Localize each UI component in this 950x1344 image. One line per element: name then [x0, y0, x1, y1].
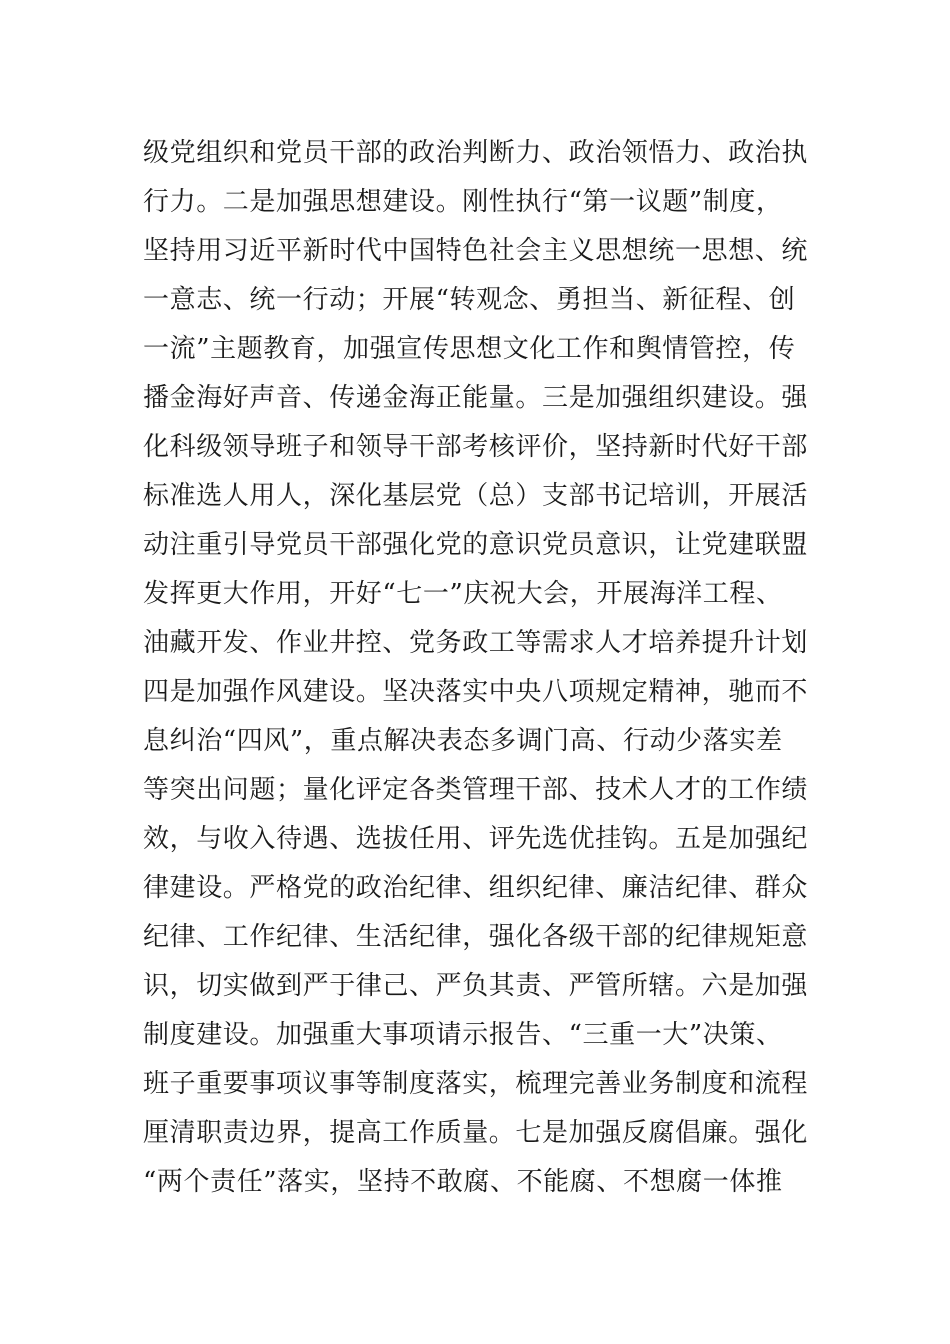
text-line: 纪律、工作纪律、生活纪律，强化各级干部的纪律规矩意	[143, 922, 809, 952]
text-line: 厘清职责边界，提高工作质量。七是加强反腐倡廉。强化	[143, 1118, 809, 1148]
text-line: 发挥更大作用，开好“七一”庆祝大会，开展海洋工程、	[143, 579, 783, 609]
body-text	[143, 129, 813, 1207]
text-line: 四是加强作风建设。坚决落实中央八项规定精神，驰而不	[143, 677, 809, 707]
text-line: 效，与收入待遇、选拔任用、评先选优挂钩。五是加强纪	[143, 824, 809, 854]
text-line: 标准选人用人，深化基层党（总）支部书记培训，开展活	[143, 481, 809, 511]
text-line: 等突出问题；量化评定各类管理干部、技术人才的工作绩	[143, 775, 809, 805]
text-line: 一意志、统一行动；开展“转观念、勇担当、新征程、创	[143, 285, 796, 315]
text-line: 律建设。严格党的政治纪律、组织纪律、廉洁纪律、群众	[143, 873, 809, 903]
text-line: 动注重引导党员干部强化党的意识党员意识，让党建联盟	[143, 530, 809, 560]
text-line: 制度建设。加强重大事项请示报告、“三重一大”决策、	[143, 1020, 783, 1050]
text-line: 油藏开发、作业井控、党务政工等需求人才培养提升计划	[143, 628, 809, 658]
text-line: 化科级领导班子和领导干部考核评价，坚持新时代好干部	[143, 432, 809, 462]
text-line: 行力。二是加强思想建设。刚性执行“第一议题”制度，	[143, 187, 783, 217]
text-line: 级党组织和党员干部的政治判断力、政治领悟力、政治执	[143, 138, 809, 168]
text-line: 坚持用习近平新时代中国特色社会主义思想统一思想、统	[143, 236, 809, 266]
text-line: “两个责任”落实，坚持不敢腐、不能腐、不想腐一体推	[143, 1167, 783, 1197]
text-line: 一流”主题教育，加强宣传思想文化工作和舆情管控，传	[143, 334, 796, 364]
text-line: 班子重要事项议事等制度落实，梳理完善业务制度和流程	[143, 1069, 809, 1099]
text-line: 识，切实做到严于律己、严负其责、严管所辖。六是加强	[143, 971, 809, 1001]
text-line: 播金海好声音、传递金海正能量。三是加强组织建设。强	[143, 383, 809, 413]
text-line: 息纠治“四风”，重点解决表态多调门高、行动少落实差	[143, 726, 783, 756]
